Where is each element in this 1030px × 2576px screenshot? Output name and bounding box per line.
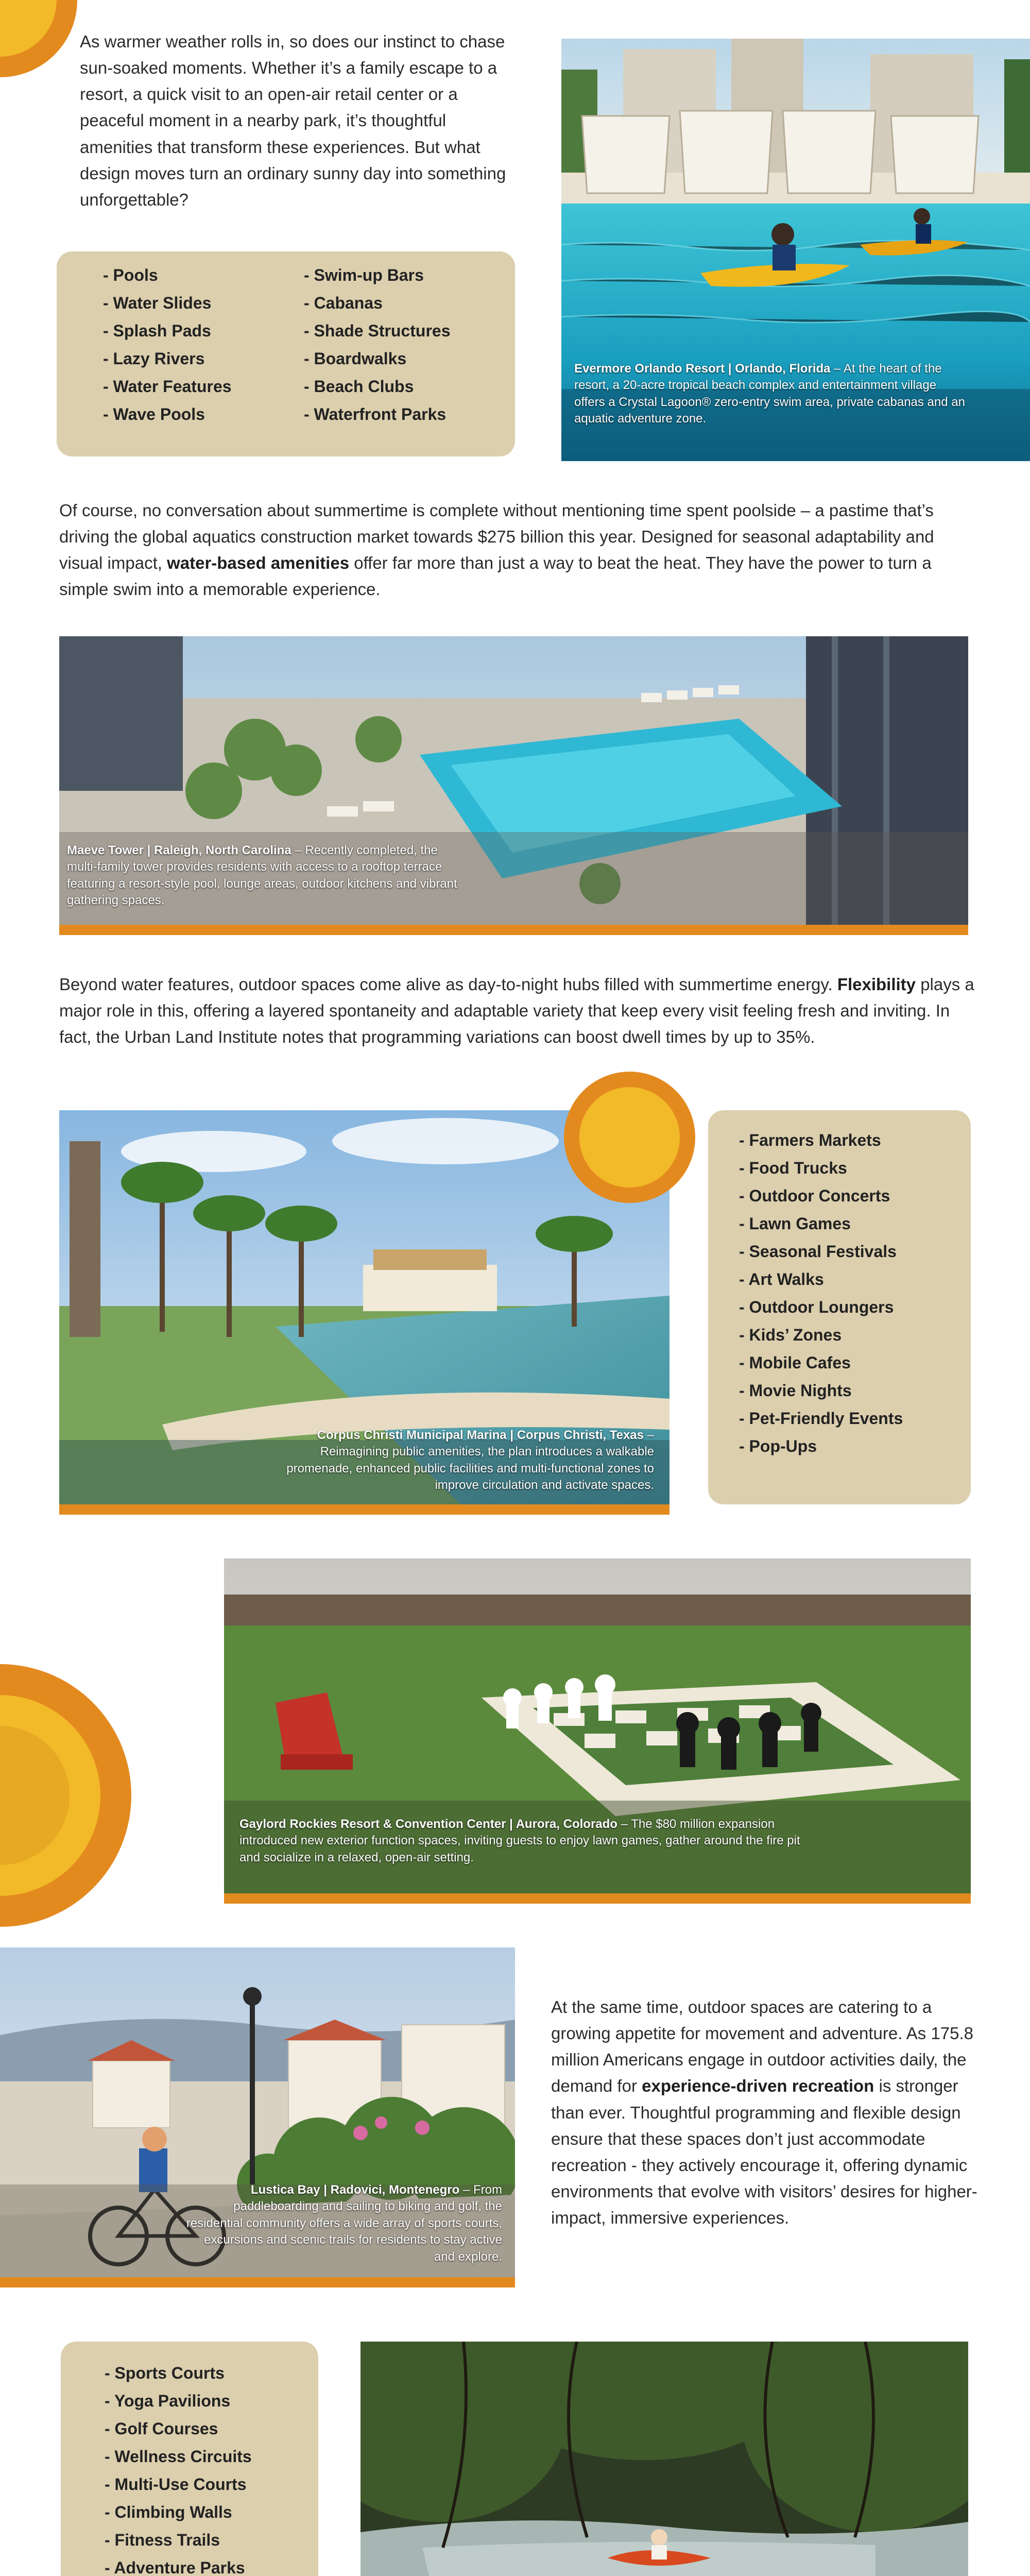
intro-paragraph: As warmer weather rolls in, so does our instinct to chase sun-soaked moments. Whether it’s a family escape to a resort, a quick visit to an open-air retail center or a peaceful moment in a nearby park, it’s thoughtful amenities that transform these experiences. But what design moves turn an ordinary sunny day into something unforgettable? [80,32,506,209]
list-item: - Boardwalks [304,349,407,368]
lustica-caption-title: Lustica Bay | Radovici, Montenegro [250,2183,460,2197]
para2-c: offer far more than just a way to beat the heat. They have the power to turn a simple swim into a memorable experience. [59,553,932,599]
evermore-caption-text: – At the heart of the resort, a 20-acre tropical beach complex and entertainment village offers a Crystal Lagoon® zero-entry swim area, private cabanas and an aquatic adventure zone. [574,362,965,426]
para2-highlight: water-based amenities [167,553,350,573]
list-item: - Wellness Circuits [105,2447,252,2466]
evermore-caption [574,361,966,428]
list-item: - Shade Structures [304,321,451,340]
water-list-col2 [304,267,451,422]
list-item: - Pop-Ups [739,1437,817,1455]
list-item: - Swim-up Bars [304,266,424,284]
list-item: - Splash Pads [103,321,211,340]
maeve-caption-title: Maeve Tower | Raleigh, North Carolina [67,843,291,857]
list-item: - Yoga Pavilions [105,2392,231,2410]
list-item: - Lazy Rivers [103,349,205,368]
gaylord-orange-bar [224,1893,971,1904]
para2-a: Of course, no conversation about summertime is complete without mentioning time spent poolside – a pastime that’s driving the global aquatics construction market towards $275 billion this year. Designed for seasonal adaptability and visual impact, [59,501,934,573]
events-card [708,1110,971,1504]
list-item: - Sports Courts [105,2364,225,2382]
maeve-caption-text: – Recently completed, the multi-family tower provides residents with access to a rooftop terrace featuring a resort-style pool, lounge areas, outdoor kitchens and vibrant gathering spaces. [67,843,457,908]
list-item: - Outdoor Concerts [739,1187,890,1205]
corpus-caption-text: – Reimagining public amenities, the plan introduces a walkable promenade, enhanced public facilities and multi-functional zones to improve circulation and activate spaces. [286,1428,654,1493]
list-item: - Climbing Walls [105,2503,232,2521]
gaylord-caption-title: Gaylord Rockies Resort & Convention Center | Aurora, Colorado [239,1817,617,1831]
list-item: - Multi-Use Courts [105,2475,247,2494]
list-item: - Beach Clubs [304,377,414,396]
list-item: - Wave Pools [103,405,205,423]
gaylord-rockies-photo [224,1558,971,1893]
water-amenities-card [57,251,515,456]
list-item: - Waterfront Parks [304,405,447,423]
sports-card [61,2342,318,2576]
lustica-orange-bar [0,2277,515,2287]
list-item: - Lawn Games [739,1214,851,1233]
lustica-caption [183,2182,502,2265]
list-item: - Mobile Cafes [739,1353,851,1372]
list-item: - Fitness Trails [105,2531,220,2549]
list-item: - Kids’ Zones [739,1326,842,1344]
para3-a: Beyond water features, outdoor spaces come alive as day-to-night hubs filled with summertime energy. [59,975,837,994]
events-list [739,1132,903,1454]
corpus-caption [263,1427,654,1494]
recreation-paragraph [551,1994,986,2231]
list-item: - Pet-Friendly Events [739,1409,903,1428]
list-item: - Water Features [103,377,232,396]
evermore-caption-title: Evermore Orlando Resort | Orlando, Florida [574,362,831,376]
para4-highlight: experience-driven recreation [642,2076,874,2096]
para4-a: At the same time, outdoor spaces are catering to a growing appetite for movement and adventure. As 175.8 million Americans engage in outdoor activities daily, the demand for [551,1997,974,2096]
water-amenities-paragraph [59,497,976,603]
corpus-caption-title: Corpus Christi Municipal Marina | Corpus Christi, Texas [317,1428,644,1442]
para4-c: is stronger than ever. Thoughtful programming and flexible design ensure that these spaces don’t just accommodate recreation - they actively encourage it, offering dynamic environments that evolve with visitors’ desires for higher-impact, immersive experiences. [551,2076,977,2228]
corpus-orange-bar [59,1504,670,1515]
lustica-bay-photo [0,1947,515,2277]
maeve-orange-bar [59,925,968,935]
west-lake-park-photo [360,2342,968,2576]
maeve-caption [67,842,469,909]
list-item: - Farmers Markets [739,1131,881,1149]
para3-highlight: Flexibility [837,975,916,994]
maeve-tower-photo [59,636,968,925]
list-item: - Water Slides [103,294,212,312]
para3-c: plays a major role in this, offering a layered spontaneity and adaptable variety that keep every visit feeling fresh and inviting. In fact, the Urban Land Institute notes that programming variations can boost dwell times by up to 35%. [59,975,974,1047]
sun-decoration-middle-inner [579,1087,680,1188]
list-item: - Outdoor Loungers [739,1298,894,1316]
lustica-caption-text: – From paddleboarding and sailing to biking and golf, the residential community offers a wide array of sports courts, excursions and scenic trails for residents to stay active and explore. [186,2183,502,2264]
flexibility-paragraph [59,971,976,1050]
evermore-resort-photo [561,39,1030,461]
sports-list [105,2365,252,2576]
list-item: - Seasonal Festivals [739,1242,897,1261]
list-item: - Movie Nights [739,1381,852,1400]
list-item: - Golf Courses [105,2419,218,2438]
gaylord-caption [239,1816,816,1866]
list-item: - Cabanas [304,294,383,312]
list-item: - Adventure Parks [105,2558,245,2576]
list-item: - Art Walks [739,1270,824,1289]
list-item: - Food Trucks [739,1159,847,1177]
water-list-col1 [103,267,232,422]
gaylord-caption-text: – The $80 million expansion introduced new exterior function spaces, inviting guests to enjoy lawn games, gather around the fire pit and socialize in a relaxed, open-air setting. [239,1817,800,1865]
list-item: - Pools [103,266,158,284]
